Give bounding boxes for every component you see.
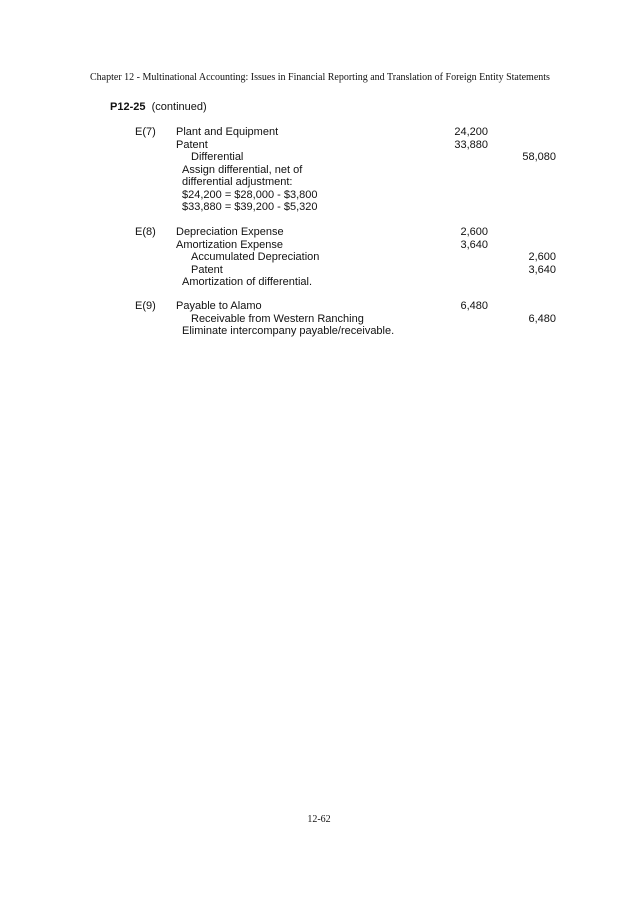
credit-amount: 3,640 [528, 263, 556, 276]
debit-amount: 24,200 [454, 126, 488, 138]
credit-line [0, 264, 638, 277]
problem-id: P12-25 [110, 101, 146, 113]
credit-account: Receivable from Western Ranching [191, 312, 364, 325]
problem-suffix: (continued) [151, 101, 207, 113]
journal-entry [0, 126, 638, 214]
credit-amount: 2,600 [528, 251, 556, 263]
entry-ref: E(9) [135, 300, 156, 312]
entry-note: differential adjustment: [182, 176, 293, 188]
entry-ref: E(8) [135, 226, 156, 238]
credit-account: Differential [191, 151, 244, 163]
credit-account: Patent [191, 263, 223, 276]
entry-note-line [0, 176, 638, 189]
entry-note: $24,200 = $28,000 - $3,800 [182, 188, 318, 201]
credit-line [0, 151, 638, 164]
page-number: 12-62 [307, 814, 331, 825]
page-footer [0, 814, 638, 825]
entry-ref: E(7) [135, 126, 156, 138]
debit-amount: 2,600 [460, 226, 488, 238]
entry-note-line [0, 164, 638, 177]
debit-line [0, 126, 638, 139]
credit-line [0, 313, 638, 326]
debit-amount: 3,640 [460, 238, 488, 251]
entry-note: Amortization of differential. [182, 276, 313, 288]
entry-note: Assign differential, net of [182, 163, 303, 176]
debit-account: Patent [176, 138, 208, 151]
debit-account: Amortization Expense [176, 238, 283, 251]
credit-line [0, 251, 638, 264]
entry-note-line [0, 325, 638, 338]
entry-note-line [0, 201, 638, 214]
chapter-header [90, 71, 550, 84]
debit-line [0, 239, 638, 252]
debit-account: Depreciation Expense [176, 226, 284, 238]
entry-note-line [0, 276, 638, 289]
debit-line [0, 300, 638, 313]
entry-note: Eliminate intercompany payable/receivable. [182, 325, 395, 337]
debit-line [0, 226, 638, 239]
entry-note: $33,880 = $39,200 - $5,320 [182, 201, 318, 213]
debit-line [0, 139, 638, 152]
entry-note-line [0, 189, 638, 202]
problem-heading [110, 100, 207, 114]
journal-entry [0, 226, 638, 289]
chapter-title: Chapter 12 - Multinational Accounting: Issues in Financial Reporting and Translation of Foreign Entity Statements [90, 72, 550, 83]
debit-amount: 6,480 [460, 300, 488, 312]
debit-account: Payable to Alamo [176, 300, 262, 312]
credit-account: Accumulated Depreciation [191, 251, 320, 263]
journal-entry [0, 300, 638, 338]
debit-amount: 33,880 [454, 138, 488, 151]
credit-amount: 6,480 [528, 312, 556, 325]
credit-amount: 58,080 [522, 151, 556, 163]
debit-account: Plant and Equipment [176, 126, 279, 138]
